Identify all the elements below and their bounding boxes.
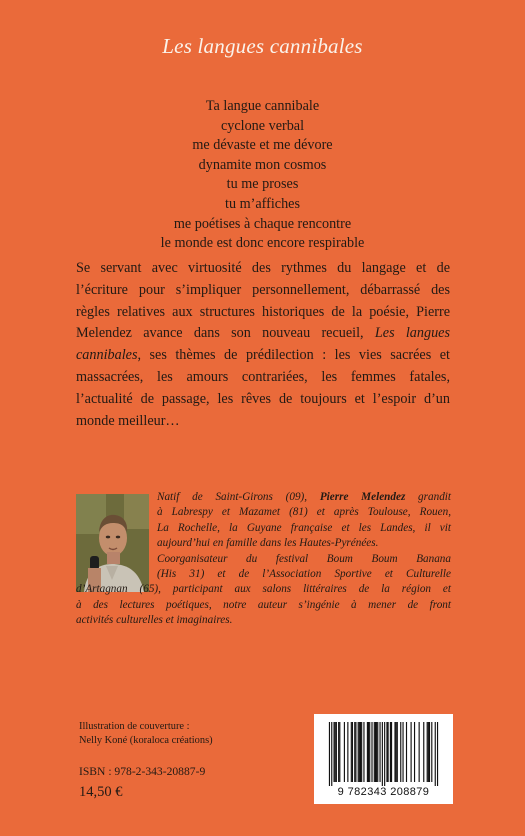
barcode-bar <box>338 722 339 782</box>
barcode-bars <box>314 714 453 788</box>
description-line: massacrées, les amours contrariées, les femmes fatales, <box>76 368 450 385</box>
barcode-bar <box>351 722 352 782</box>
poem-line: cyclone verbal <box>220 117 305 134</box>
barcode-bar <box>367 722 368 782</box>
barcode-bar <box>419 722 420 782</box>
biography-line: à des lectures poétiques, notre auteur s’ingénie à mener de front <box>76 598 451 611</box>
barcode-bar <box>369 722 370 782</box>
barcode-bar <box>384 722 385 786</box>
barcode-bar <box>379 722 380 782</box>
barcode-bar <box>402 722 403 782</box>
biography-line: activités culturelles et imaginaires. <box>76 614 233 627</box>
barcode-bar <box>336 722 337 782</box>
barcode-bar <box>377 722 378 782</box>
description-text: , ses thèmes de prédilection : les vies sacrées et <box>137 347 450 364</box>
barcode-bar <box>427 722 428 782</box>
barcode-bar <box>431 722 432 782</box>
barcode-bar <box>396 722 397 782</box>
poem-line: me dévaste et me dévore <box>192 137 333 154</box>
barcode-bar <box>361 722 362 782</box>
biography-line: d’Artagnan (65), participant aux salons littéraires de la région et <box>76 583 451 596</box>
barcode-bar <box>347 722 348 782</box>
poem-line: me poétises à chaque rencontre <box>173 215 352 232</box>
barcode-bar <box>394 722 395 782</box>
barcode-bar <box>344 722 345 782</box>
description-line: l’écriture pour s’impliquer personnellement, débarrassé des <box>76 281 450 298</box>
biography-line: aujourd’hui en famille dans les Hautes-Pyrénées. <box>157 537 379 550</box>
poem-line: tu m’affiches <box>225 195 300 212</box>
credits-illustrator: Nelly Koné (koraloca créations) <box>79 734 213 746</box>
biography-text: grandit <box>405 491 452 503</box>
barcode-bar <box>411 722 412 782</box>
author-portrait-image <box>76 494 149 592</box>
barcode-digits: 9 782343 208879 <box>337 786 430 798</box>
barcode-bar <box>423 722 424 782</box>
barcode-bar <box>352 722 353 782</box>
barcode-bar <box>363 722 364 782</box>
barcode-bar <box>333 722 334 782</box>
barcode-bar <box>371 722 372 782</box>
biography-line: (His 31) et de l’Association Sportive et Culturelle <box>157 568 451 581</box>
barcode-bar <box>331 722 332 786</box>
barcode-bar <box>390 722 391 782</box>
barcode-bar <box>428 722 429 782</box>
isbn: ISBN : 978-2-343-20887-9 <box>79 765 206 778</box>
barcode-bar <box>435 722 436 786</box>
author-name: Pierre Melendez <box>319 491 406 503</box>
barcode-bar <box>429 722 430 782</box>
cover-credits <box>79 720 213 748</box>
biography-line: La Rochelle, la Guyane française et les Landes, il vit <box>157 521 451 534</box>
barcode-bar <box>382 722 383 786</box>
author-biography <box>76 490 452 627</box>
barcode-bar <box>339 722 340 782</box>
barcode-bar <box>358 722 359 782</box>
barcode-bar <box>391 722 392 782</box>
description-line: règles relatives aux structures historiques de la poésie, Pierre <box>76 303 450 320</box>
description-line: monde meilleur… <box>76 412 180 429</box>
poem-line: tu me proses <box>226 176 299 193</box>
barcode-bar <box>355 722 356 782</box>
barcode-bar <box>386 722 387 782</box>
barcode-bar <box>437 722 438 786</box>
biography-line <box>157 490 451 505</box>
book-title: Les langues cannibales <box>162 34 363 58</box>
poem-line: le monde est donc encore respirable <box>160 235 365 252</box>
barcode-bar <box>414 722 415 782</box>
author-photo <box>76 494 149 592</box>
biography-line: Coorganisateur du festival Boum Boum Banana <box>157 552 451 565</box>
barcode-bar <box>335 722 336 782</box>
barcode-bar <box>354 722 355 782</box>
barcode-bar <box>388 722 389 782</box>
barcode-bar <box>359 722 360 782</box>
barcode-bar <box>368 722 369 782</box>
barcode-bar <box>375 722 376 782</box>
barcode <box>314 714 453 804</box>
poem-line: Ta langue cannibale <box>205 98 320 114</box>
description-line: l’actualité de passage, les rêves de toujours et l’espoir d’un <box>76 390 450 407</box>
barcode-bar <box>374 722 375 782</box>
description-book-title: Les langues <box>374 325 450 342</box>
price: 14,50 € <box>79 784 123 800</box>
book-description <box>76 258 450 432</box>
description-line <box>76 323 450 345</box>
barcode-bar <box>400 722 401 782</box>
description-book-title: cannibales <box>76 347 138 364</box>
barcode-bar <box>360 722 361 782</box>
poem-line: dynamite mon cosmos <box>198 156 327 173</box>
barcode-bar <box>406 722 407 782</box>
description-line <box>76 345 450 367</box>
biography-line: à Labrespy et Mazamet (81) et après Toulouse, Rouen, <box>157 506 451 519</box>
poem-excerpt <box>0 97 525 254</box>
barcode-bar <box>329 722 330 786</box>
biography-text: Natif de Saint-Girons (09), <box>157 491 320 503</box>
description-text: Melendez avance dans son nouveau recueil, <box>76 325 375 342</box>
description-line: Se servant avec virtuosité des rythmes du langage et de <box>76 260 450 276</box>
barcode-bar <box>397 722 398 782</box>
barcode-bar <box>376 722 377 782</box>
credits-label: Illustration de couverture : <box>79 721 190 732</box>
